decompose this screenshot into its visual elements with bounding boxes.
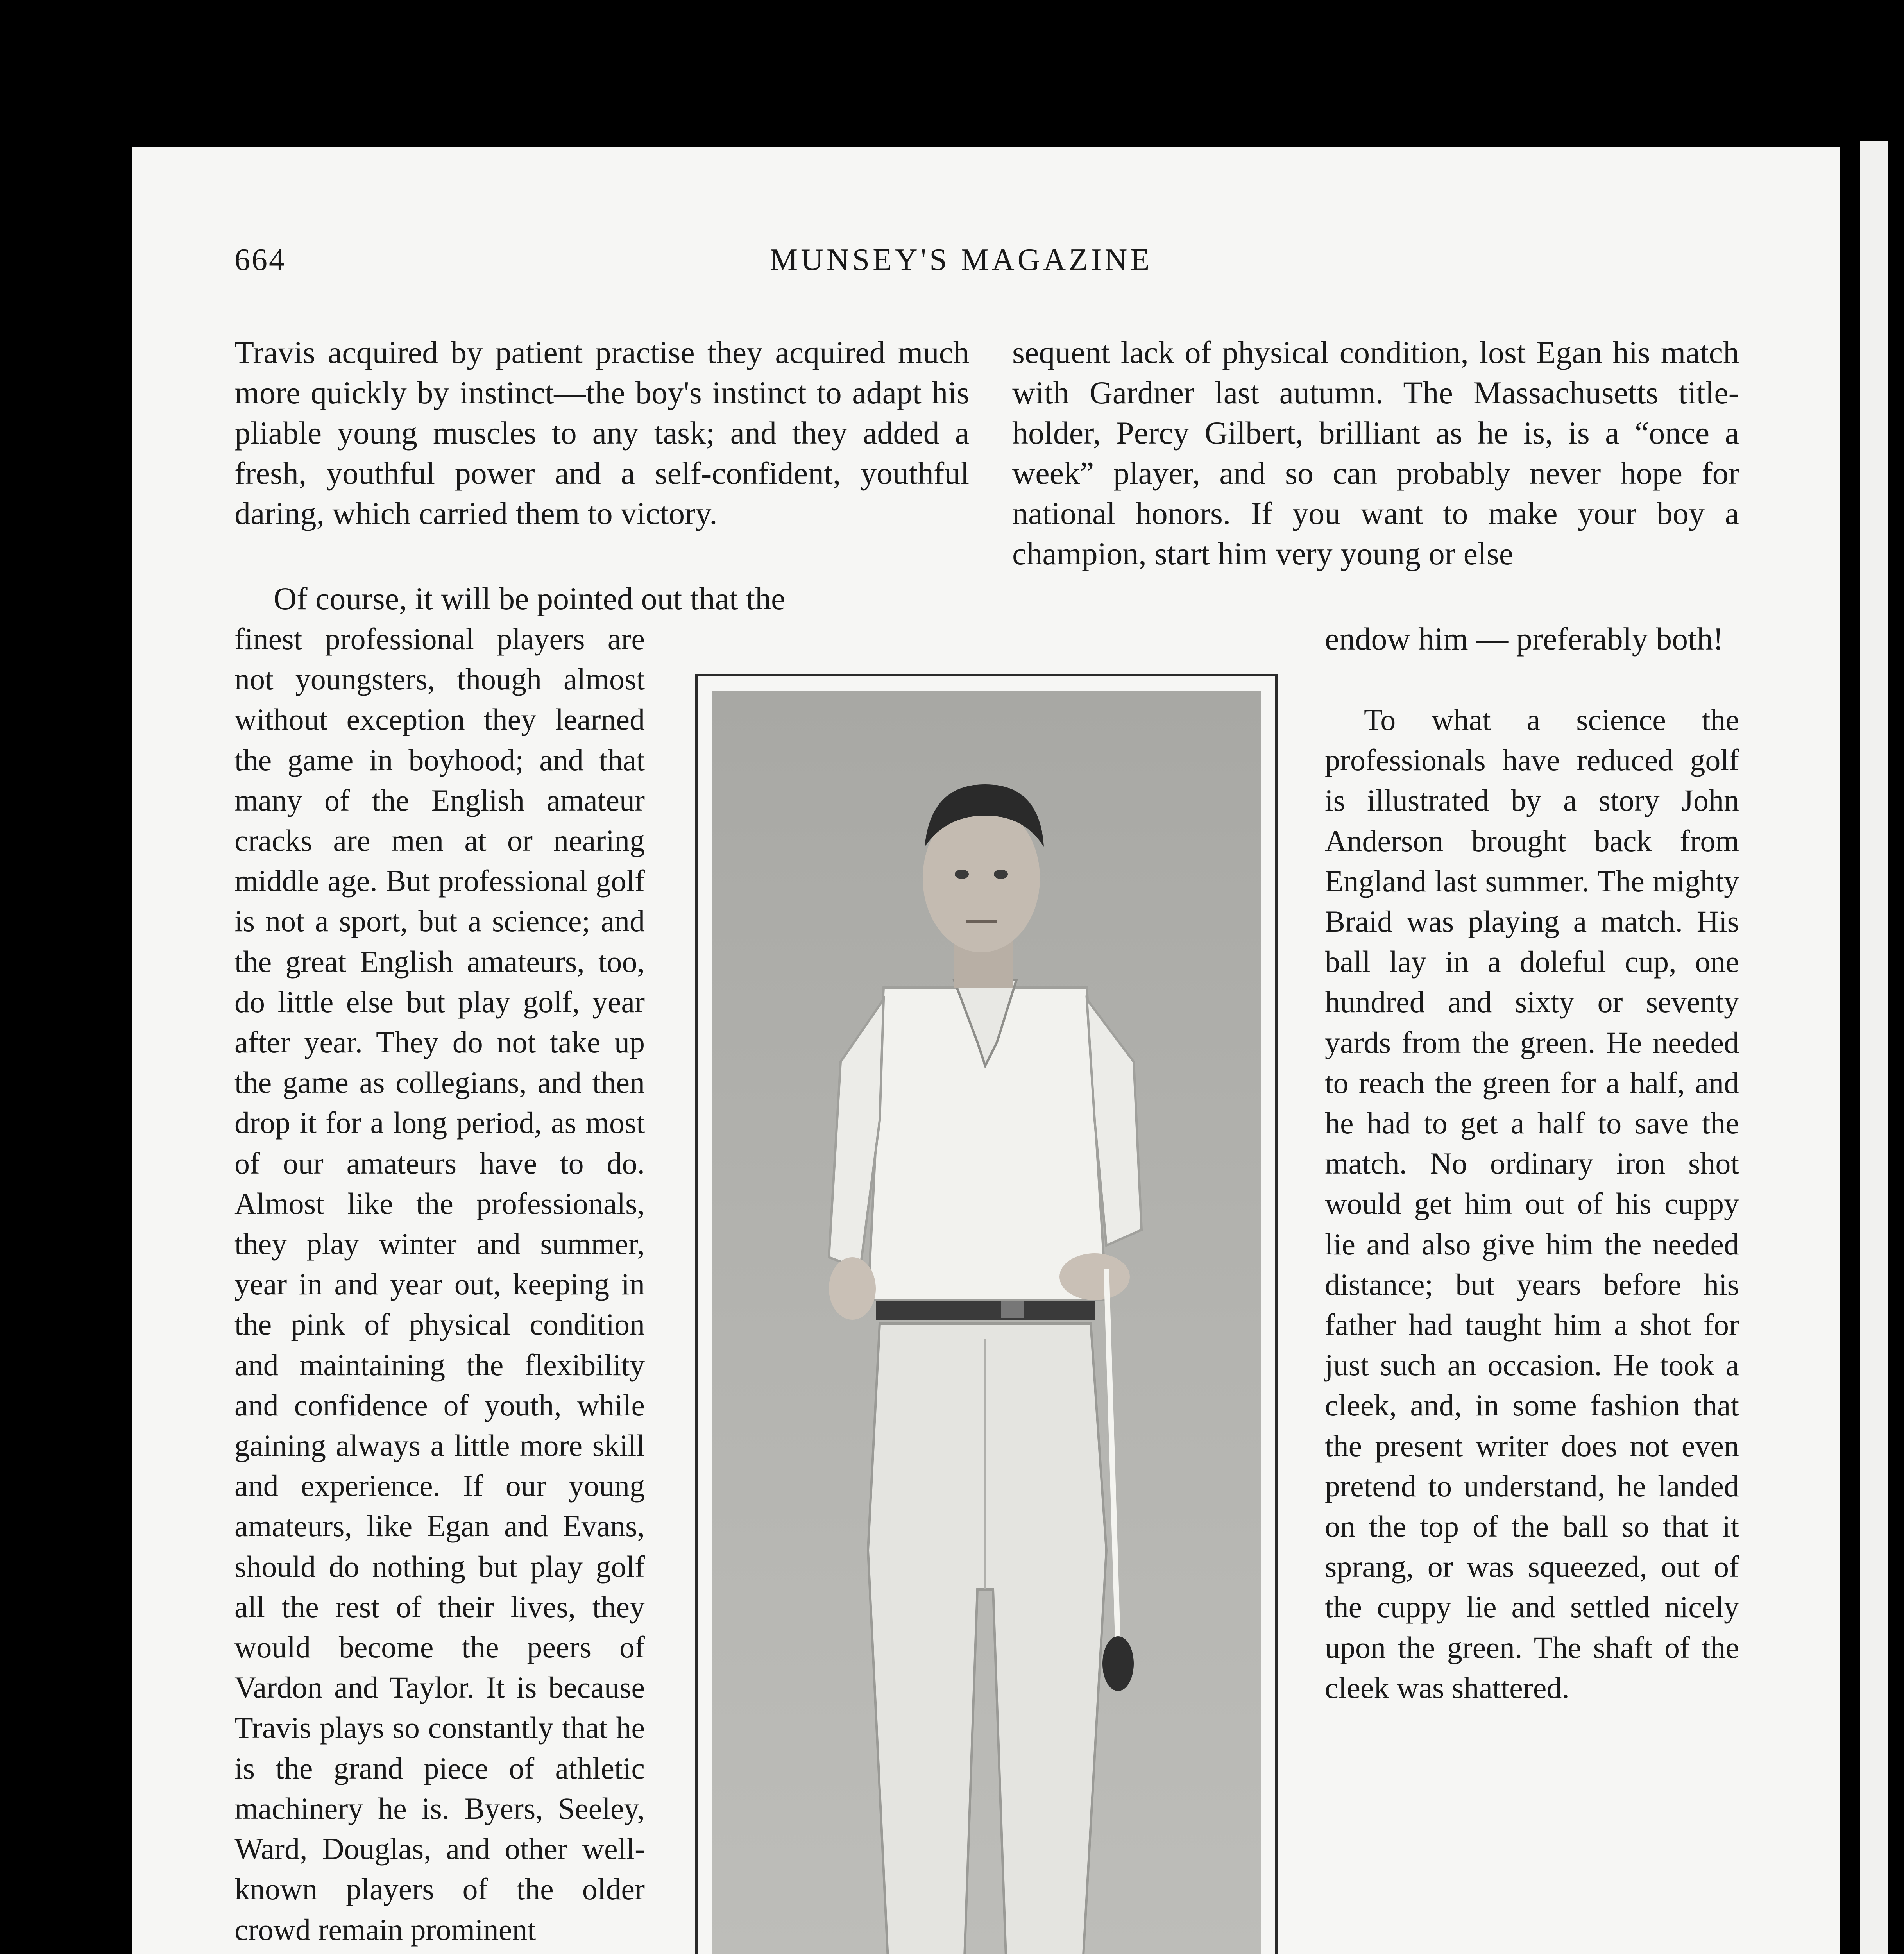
left-paragraph-1: Travis acquired by patient practise they acquired much more quickly by instinct—the boy's instinct to adapt his pliable young muscles to any task; and they added a fresh, youthful power and a self-confident, youthful daring, which carried them to victory. (234, 335, 969, 531)
magazine-title: MUNSEY'S MAGAZINE (770, 243, 1153, 277)
left-paragraph-3: finest professional players are not youngsters, though almost without exception they learned the game in boyhood; and that many of the English amateur cracks are men at or nearing middle age. But professional golf is not a sport, but a science; and the great English amateurs, too, do little else but play golf, year after year. They do not take up the game as collegians, and then drop it for a long period, as most of our amateurs have to do. Almost like the professionals, they play winter and summer, year in and year out, keeping in the pink of physical condition and maintaining the flexibility and confidence of youth, while gaining always a little more skill and experience. If our young amateurs, like Egan and Evans, should do nothing but play golf all the rest of their lives, they would become the peers of Vardon and Taylor. It is because Travis plays so constantly that he is the grand piece of athletic machinery he is. Byers, Seeley, Ward, Douglas, and other well-known players of the older crowd remain prominent (234, 622, 645, 1947)
right-paragraph-2: endow him — preferably both! (1325, 621, 1724, 657)
right-paragraph-3: To what a science the professionals have reduced golf is illustrated by a story John Anderson brought back from England last summer. The mighty Braid was playing a match. His ball lay in a doleful cup, one hundred and sixty or seventy yards from the green. He needed to reach the green for a half, and he had to get a half to save the match. No ordinary iron shot would get him out of his cuppy lie and also give him the needed distance; but years before his father had taught him a shot for just such an occasion. He took a cleek, and, in some fashion that the present writer does not even pretend to understand, he landed on the top of the ball so that it sprang, or was squeezed, out of the cuppy lie and settled nicely upon the green. The shaft of the cleek was shattered. (1325, 703, 1739, 1705)
golfer-figure-illustration (712, 691, 1261, 1954)
page-number: 664 (234, 243, 286, 277)
running-head (234, 242, 1739, 289)
photo-frame (695, 674, 1278, 1954)
right-paragraph-1: sequent lack of physical condition, lost Egan his match with Gardner last autumn. The Massachusetts title-holder, Percy Gilbert, brilliant as he is, is a “once a week” player, and so can probably never hope for national honors. If you want to make your boy a champion, start him very young or else (1012, 335, 1739, 571)
left-paragraph-2: Of course, it will be pointed out that the (274, 581, 786, 616)
facing-page-edge (1860, 141, 1888, 1954)
portrait-photo (712, 691, 1261, 1954)
